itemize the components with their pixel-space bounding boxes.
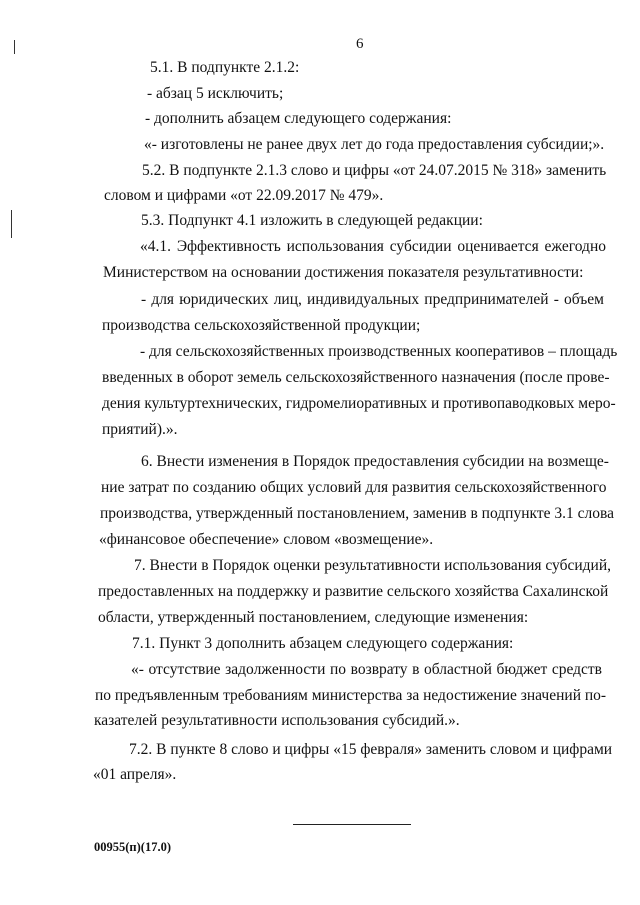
document-code: 00955(п)(17.0)	[94, 840, 171, 854]
page-number: 6	[356, 36, 364, 52]
scan-edge-mark	[14, 40, 15, 54]
text-line: введенных в оборот земель сельскохозяйственного назначения (после прове-	[102, 369, 610, 386]
text-line: «4.1. Эффективность использования субсидии оценивается ежегодно	[140, 238, 606, 255]
text-line: - абзац 5 исключить;	[147, 85, 284, 102]
text-line: по предъявленным требованиям министерства за недостижение значений по-	[95, 687, 607, 704]
text-line: «финансовое обеспечение» словом «возмещение».	[99, 531, 434, 548]
text-line: производства, утвержденный постановлением, заменив в подпункте 3.1 слова	[100, 505, 614, 522]
text-line: - дополнить абзацем следующего содержания:	[145, 110, 452, 127]
text-line: 5.1. В подпункте 2.1.2:	[150, 59, 300, 76]
text-line: - для сельскохозяйственных производственных кооперативов – площадь	[140, 343, 618, 360]
text-line: области, утвержденный постановлением, следующие изменения:	[98, 609, 529, 626]
scan-edge-mark	[11, 210, 12, 238]
text-line: 5.3. Подпункт 4.1 изложить в следующей редакции:	[141, 212, 483, 229]
text-line: 6. Внести изменения в Порядок предоставления субсидии на возмеще-	[141, 453, 609, 470]
text-line: казателей результативности использования субсидий.».	[94, 712, 460, 729]
text-line: приятий).».	[102, 421, 178, 438]
text-line: 7. Внести в Порядок оценки результативности использования субсидий,	[134, 557, 612, 574]
text-line: «- отсутствие задолженности по возврату в областной бюджет средств	[131, 661, 602, 678]
text-line: «01 апреля».	[93, 766, 177, 783]
text-line: ние затрат по созданию общих условий для развития сельскохозяйственного	[101, 479, 607, 496]
text-line: 7.2. В пункте 8 слово и цифры «15 февраля» заменить словом и цифрами	[129, 741, 613, 758]
text-line: 7.1. Пункт 3 дополнить абзацем следующего содержания:	[132, 635, 514, 652]
separator-line	[293, 824, 411, 825]
text-line: - для юридических лиц, индивидуальных предпринимателей - объем	[141, 291, 604, 308]
text-line: Министерством на основании достижения показателя результативности:	[103, 264, 584, 281]
text-line: дения культуртехнических, гидромелиоративных и противопаводковых меро-	[102, 395, 616, 412]
text-line: производства сельскохозяйственной продукции;	[102, 317, 421, 334]
text-line: предоставленных на поддержку и развитие сельского хозяйства Сахалинской	[98, 583, 609, 600]
text-line: 5.2. В подпункте 2.1.3 слово и цифры «от 24.07.2015 № 318» заменить	[142, 162, 607, 179]
text-line: «- изготовлены не ранее двух лет до года предоставления субсидии;».	[144, 136, 605, 153]
text-line: словом и цифрами «от 22.09.2017 № 479».	[104, 187, 384, 204]
